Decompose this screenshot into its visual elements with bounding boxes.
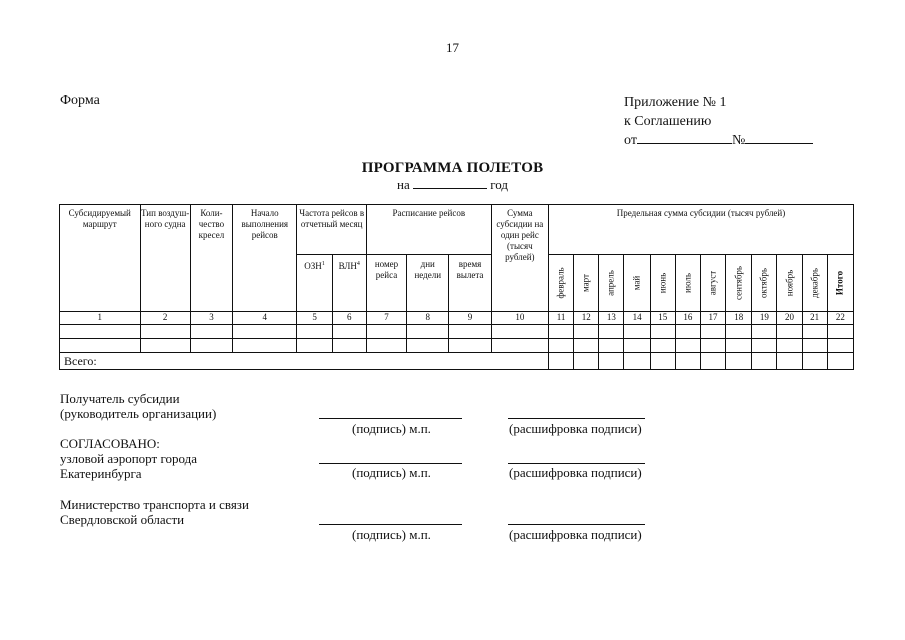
airport-line-2: Екатеринбурга: [60, 466, 142, 481]
col-number: 2: [140, 312, 190, 325]
agreed-label: СОГЛАСОВАНО:: [60, 436, 160, 451]
subtitle-suffix: год: [490, 177, 508, 192]
document-title: ПРОГРАММА ПОЛЕТОВ: [361, 160, 544, 176]
header-month-april: апрель: [599, 255, 624, 312]
header-month-december: декабрь: [802, 255, 827, 312]
header-month-october: октябрь: [752, 255, 777, 312]
col-number: 15: [650, 312, 675, 325]
header-frequency: Частота рейсов в отчетный месяц: [297, 205, 366, 255]
airport-signature-line: [319, 463, 462, 464]
header-month-march: март: [574, 255, 599, 312]
airport-decode-caption: (расшифровка подписи): [509, 465, 642, 480]
ministry-decode-line: [508, 524, 645, 525]
flight-program-table: [59, 204, 854, 370]
document-subtitle: [0, 176, 905, 193]
ministry-signature-line: [319, 524, 462, 525]
header-vln: ВЛН$^4$: [332, 255, 366, 312]
header-route: Субсидируемый маршрут: [60, 205, 141, 312]
col-number: 4: [233, 312, 297, 325]
year-blank: [413, 176, 487, 189]
recipient-line-1: Получатель субсидии: [60, 391, 180, 406]
appendix-from-label: от: [624, 133, 637, 148]
page-number: 17: [446, 40, 459, 55]
header-row-1: [60, 205, 854, 255]
header-total-column: Итого: [827, 255, 853, 312]
appendix-block: [624, 93, 813, 150]
appendix-date-blank: [637, 131, 732, 144]
col-number: 10: [491, 312, 548, 325]
col-number: 1: [60, 312, 141, 325]
empty-data-row: [60, 325, 854, 339]
airport-block: [60, 436, 197, 481]
col-number: 7: [366, 312, 406, 325]
appendix-line-2: к Соглашению: [624, 114, 712, 129]
col-number: 17: [700, 312, 725, 325]
recipient-signature-line: [319, 418, 462, 419]
col-number: 18: [726, 312, 752, 325]
header-flight-number: номер рейса: [366, 255, 406, 312]
header-aircraft-type: Тип воздуш-ного судна: [140, 205, 190, 312]
appendix-line-1: Приложение № 1: [624, 95, 727, 110]
header-start: Начало выполнения рейсов: [233, 205, 297, 312]
header-month-november: ноябрь: [777, 255, 802, 312]
col-number: 14: [624, 312, 650, 325]
col-number: 8: [407, 312, 449, 325]
recipient-line-2: (руководитель организации): [60, 406, 217, 421]
subsidy-per-flight-label: Сумма субсидии на один рейс: [496, 208, 544, 240]
col-number: 21: [802, 312, 827, 325]
subsidy-per-flight-units: (тысяч рублей): [505, 241, 535, 262]
col-number: 11: [549, 312, 574, 325]
recipient-decode-caption: (расшифровка подписи): [509, 421, 642, 436]
header-month-august: август: [700, 255, 725, 312]
ministry-decode-caption: (расшифровка подписи): [509, 527, 642, 542]
header-departure-time: время вылета: [449, 255, 491, 312]
recipient-signature-caption: (подпись) м.п.: [352, 421, 431, 436]
header-seats: Коли-чество кресел: [190, 205, 232, 312]
header-month-february: февраль: [549, 255, 574, 312]
header-month-september: сентябрь: [726, 255, 752, 312]
recipient-decode-line: [508, 418, 645, 419]
subtitle-prefix: на: [397, 177, 410, 192]
form-label: Форма: [60, 93, 100, 108]
header-week-days: дни недели: [407, 255, 449, 312]
airport-decode-line: [508, 463, 645, 464]
col-number: 19: [752, 312, 777, 325]
col-number: 13: [599, 312, 624, 325]
ministry-signature-caption: (подпись) м.п.: [352, 527, 431, 542]
airport-signature-caption: (подпись) м.п.: [352, 465, 431, 480]
col-number: 9: [449, 312, 491, 325]
recipient-block: [60, 391, 216, 421]
col-number: 20: [777, 312, 802, 325]
header-subsidy-per-flight: [491, 205, 548, 312]
header-month-june: июнь: [650, 255, 675, 312]
col-number: 6: [332, 312, 366, 325]
col-number: 16: [675, 312, 700, 325]
column-number-row: [60, 312, 854, 325]
header-month-may: май: [624, 255, 650, 312]
ministry-block: [60, 497, 249, 527]
header-max-subsidy: Предельная сумма субсидии (тысяч рублей): [549, 205, 854, 255]
header-ozn: ОЗН$^1$: [297, 255, 332, 312]
empty-data-row: [60, 339, 854, 353]
appendix-date-number-line: [624, 131, 813, 150]
ministry-line-2: Свердловской области: [60, 512, 185, 527]
airport-line-1: узловой аэропорт города: [60, 451, 197, 466]
col-number: 3: [190, 312, 232, 325]
header-month-july: июль: [675, 255, 700, 312]
ministry-line-1: Министерство транспорта и связи: [60, 497, 249, 512]
col-number: 12: [574, 312, 599, 325]
appendix-number-blank: [745, 131, 813, 144]
col-number: 22: [827, 312, 853, 325]
appendix-number-label: №: [731, 133, 746, 148]
header-schedule: Расписание рейсов: [366, 205, 491, 255]
total-row-label: Всего:: [60, 353, 549, 370]
col-number: 5: [297, 312, 332, 325]
total-row: [60, 353, 854, 370]
